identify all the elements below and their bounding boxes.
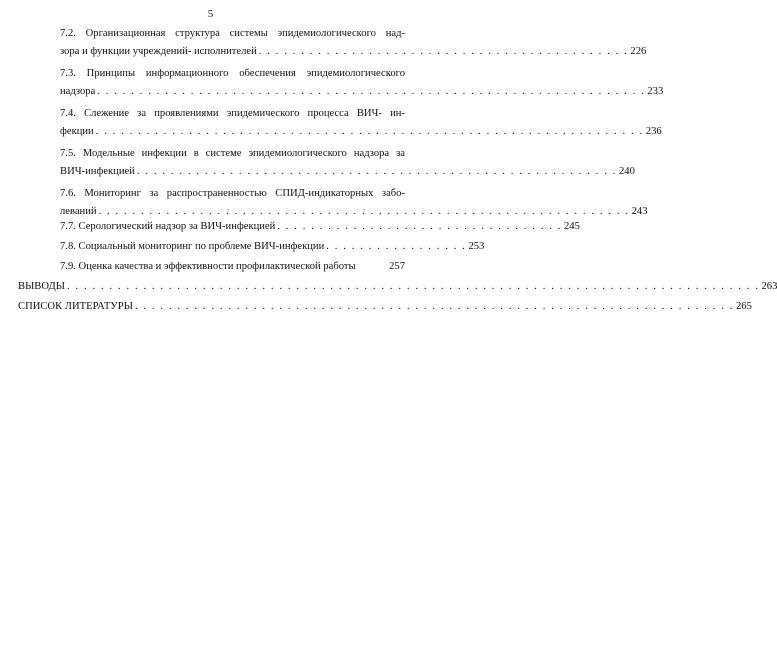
toc-page-number: 257 bbox=[389, 261, 405, 272]
toc-dot-leader: . . . . . . . . . . . . . . . . . . . . . . . . . . . . . . . . . . bbox=[277, 221, 562, 232]
toc-entry-7-3 bbox=[60, 67, 664, 98]
toc-page-number: 265 bbox=[735, 301, 752, 312]
toc-entry-7-8 bbox=[60, 240, 485, 253]
toc-entry-text-line1: 7.6. Мониторинг за распространенностью СПИД-индикаторных забо- bbox=[60, 188, 405, 199]
toc-entry-7-6 bbox=[60, 187, 648, 218]
toc-page-number: 245 bbox=[563, 221, 580, 232]
page-number: 5 bbox=[207, 8, 214, 20]
toc-entry-text-line2: зора и функции учреждений- исполнителей bbox=[60, 46, 257, 57]
toc-entry-text: 7.8. Социальный мониторинг по проблеме ВИЧ-инфекции bbox=[60, 241, 325, 252]
toc-dot-leader: . . . . . . . . . . . . . . . . . . . . . . . . . . . . . . . . . . . . . . . . . . . . bbox=[258, 46, 629, 57]
toc-entry-text: 7.7. Серологический надзор за ВИЧ-инфекцией bbox=[60, 221, 276, 232]
toc-page-number: 236 bbox=[645, 126, 662, 137]
toc-entry-text-line1: 7.4. Слежение за проявлениями эпидемического процесса ВИЧ- ин- bbox=[60, 108, 405, 119]
toc-entry-text-line2: леваний bbox=[60, 206, 97, 217]
toc-dot-leader: . . . . . . . . . . . . . . . . . . . . . . . . . . . . . . . . . . . . . . . . . . . . . . . . . . . . . . . . . . . . . . . . . bbox=[97, 86, 646, 97]
toc-entry-text-line2: ВИЧ-инфекцией bbox=[60, 166, 135, 177]
toc-dot-leader: . . . . . . . . . . . . . . . . . . . . . . . . . . . . . . . . . . . . . . . . . . . . . . . . . . . . . . . . . . . . . . . . . bbox=[95, 126, 644, 137]
toc-entry-text: 7.9. Оценка качества и эффективности профилактической работы bbox=[60, 261, 356, 272]
toc-entry-references bbox=[18, 300, 752, 313]
toc-page-number: 240 bbox=[618, 166, 635, 177]
toc-entry-text: СПИСОК ЛИТЕРАТУРЫ bbox=[18, 301, 133, 312]
toc-entry-text-line2: надзора bbox=[60, 86, 96, 97]
toc-entry-text-line1: 7.2. Организационная структура системы эпидемиологического над- bbox=[60, 28, 405, 39]
toc-entry-7-2 bbox=[60, 27, 647, 58]
toc-page-number: 226 bbox=[630, 46, 647, 57]
toc-entry-text: ВЫВОДЫ bbox=[18, 281, 65, 292]
toc-dot-leader: . . . . . . . . . . . . . . . . . . . . . . . . . . . . . . . . . . . . . . . . . . . . . . . . . . . . . . . . . . . . . . . . . . . . . . . . . . . . . . . . . . bbox=[66, 281, 760, 292]
toc-page-number: 233 bbox=[647, 86, 664, 97]
toc-entry-text-line2: фекции bbox=[60, 126, 94, 137]
toc-page-number: 243 bbox=[631, 206, 648, 217]
toc-entry-text-line1: 7.3. Принципы информационного обеспечения эпидемиологического bbox=[60, 68, 405, 79]
toc-page-number: 263 bbox=[761, 281, 777, 292]
toc-entry-text-line1: 7.5. Модельные инфекции в системе эпидемиологического надзора за bbox=[60, 148, 405, 159]
toc-dot-leader: . . . . . . . . . . . . . . . . . . . . . . . . . . . . . . . . . . . . . . . . . . . . . . . . . . . . . . . . . bbox=[136, 166, 617, 177]
toc-entry-7-5 bbox=[60, 147, 635, 178]
toc-dot-leader: . . . . . . . . . . . . . . . . . . . . . . . . . . . . . . . . . . . . . . . . . . . . . . . . . . . . . . . . . . . . . . . bbox=[98, 206, 630, 217]
toc-entry-7-7 bbox=[60, 220, 580, 233]
toc-page-number: 253 bbox=[468, 241, 485, 252]
toc-dot-leader: . . . . . . . . . . . . . . . . . bbox=[326, 241, 467, 252]
toc-dot-leader: . . . . . . . . . . . . . . . . . . . . . . . . . . . . . . . . . . . . . . . . . . . . . . . . . . . . . . . . . . . . . . . . . . . . . . . bbox=[134, 301, 734, 312]
toc-entry-7-9 bbox=[60, 260, 405, 273]
toc-entry-7-4 bbox=[60, 107, 662, 138]
toc-entry-conclusions bbox=[18, 280, 777, 293]
